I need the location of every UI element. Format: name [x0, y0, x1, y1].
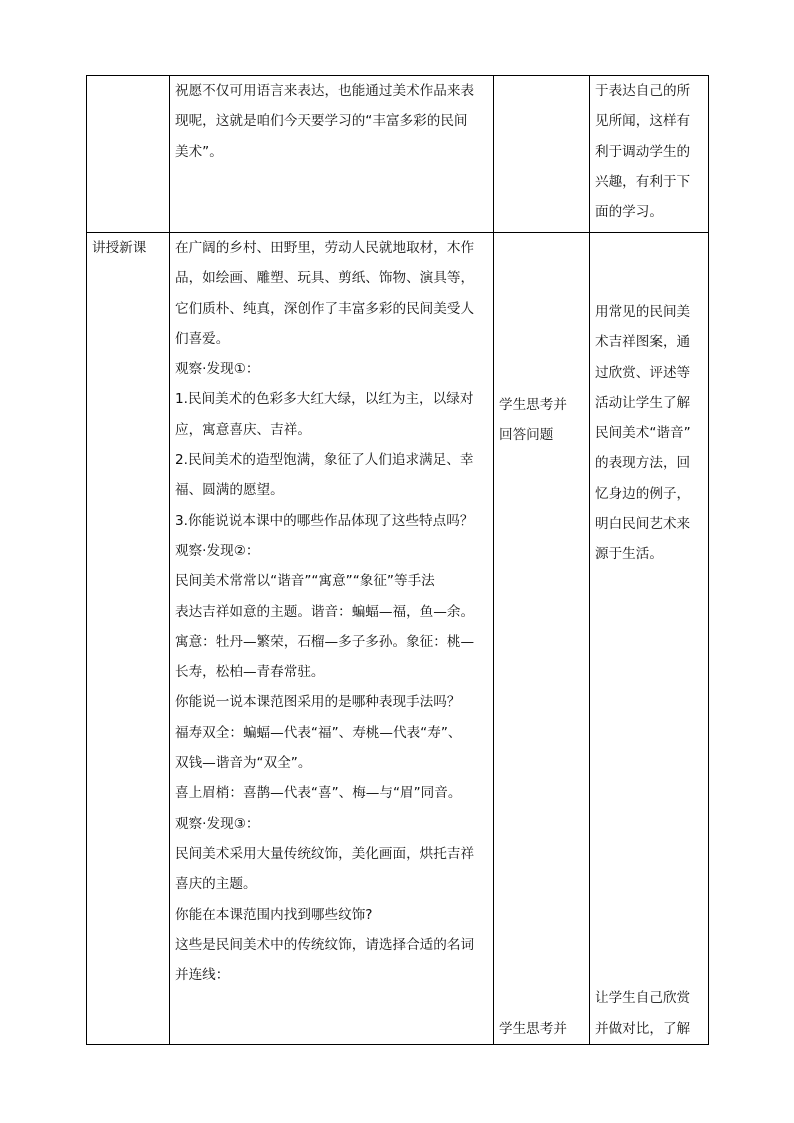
student-activity-cell — [494, 233, 590, 1045]
design-intent-bottom — [595, 983, 703, 1044]
text-line: 忆身边的例子， — [595, 485, 691, 502]
text-line: 民间美术常常以“谐音”“寓意”“象征”等手法 — [175, 573, 435, 590]
text-line: 祝愿不仅可用语言来表达，也能通过美术作品来表 — [175, 83, 475, 99]
text-line: 面的学习。 — [595, 204, 663, 221]
text-line: 3.你能说说本课中的哪些作品体现了这些特点吗？ — [175, 512, 474, 529]
text-line: 过欣赏、评述等 — [595, 364, 691, 381]
design-intent-mid — [595, 297, 703, 570]
text-line: 源于生活。 — [595, 546, 663, 563]
section-heading: 观察·发现③： — [175, 815, 260, 832]
text-line: 见所闻，这样有 — [595, 113, 691, 130]
text-line: 并连线： — [175, 967, 230, 984]
text-line: 喜上眉梢：喜鹊—代表“喜”、梅—与“眉”同音。 — [175, 785, 462, 802]
text-line: 美术”。 — [175, 143, 223, 160]
text-line: 明白民间艺术来 — [595, 516, 691, 533]
text-line: 喜庆的主题。 — [175, 876, 257, 893]
text-line: 双钱—谐音为“双全”。 — [175, 755, 312, 772]
text-line: 你能在本课范围内找到哪些纹饰? — [175, 906, 373, 923]
text-line: 让学生自己欣赏 — [595, 990, 691, 1007]
stage-label: 讲授新课 — [92, 240, 147, 256]
text-line: 术吉祥图案，通 — [595, 334, 691, 351]
text-line: 于表达自己的所 — [595, 83, 691, 99]
text-line: 活动让学生了解 — [595, 394, 691, 411]
student-activity-bottom — [499, 1014, 584, 1044]
text-line: 回答问题 — [499, 427, 554, 444]
text-line: 长寿，松柏—青春常驻。 — [175, 664, 325, 681]
text-line: 这些是民间美术中的传统纹饰，请选择合适的名词 — [175, 936, 475, 953]
text-line: 你能说一说本课范图采用的是哪种表现手法吗？ — [175, 694, 461, 711]
teacher-activity-cell — [170, 76, 494, 233]
text-line: 的表现方法，回 — [595, 455, 691, 472]
text-line: 学生思考并 — [499, 1020, 567, 1037]
student-activity-cell — [494, 76, 590, 233]
text-line: 民间美术“谐音” — [595, 425, 691, 442]
text-line: 它们质朴、纯真，深创作了丰富多彩的民间美受人 — [175, 300, 475, 317]
text-line: 表达吉祥如意的主题。谐音：蝙蝠—福，鱼—余。 — [175, 603, 475, 620]
text-line: 应，寓意喜庆、吉祥。 — [175, 421, 311, 438]
text-line: 2.民间美术的造型饱满，象征了人们追求满足、幸 — [175, 452, 474, 469]
stage-cell — [87, 233, 170, 1045]
text-line: 学生思考并 — [499, 397, 567, 413]
text-line: 们喜爱。 — [175, 330, 230, 347]
teacher-activity-cell — [170, 233, 494, 1045]
stage-cell — [87, 76, 170, 233]
text-line: 利于调动学生的 — [595, 143, 691, 160]
text-line: 福寿双全：蝙蝠—代表“福”、寿桃—代表“寿”、 — [175, 724, 462, 741]
text-line: 福、圆满的愿望。 — [175, 482, 284, 499]
text-line: 寓意：牡丹—繁荣，石榴—多子多孙。象征：桃— — [175, 633, 475, 650]
table-row — [87, 233, 709, 1045]
student-activity-mid — [499, 390, 584, 451]
text-line: 用常见的民间美 — [595, 304, 691, 320]
text-line: 并做对比，了解 — [595, 1020, 691, 1037]
text-line: 民间美术采用大量传统纹饰，美化画面，烘托吉祥 — [175, 845, 475, 862]
section-heading: 观察·发现①： — [175, 361, 260, 378]
table-row — [87, 76, 709, 233]
text-line: 品，如绘画、雕塑、玩具、剪纸、饰物、演具等， — [175, 270, 475, 287]
design-intent-cell — [590, 233, 709, 1045]
design-intent-cell — [590, 76, 709, 233]
lesson-plan-table — [86, 75, 709, 1045]
text-line: 现呢，这就是咱们今天要学习的“丰富多彩的民间 — [175, 113, 468, 130]
text-line: 1.民间美术的色彩多大红大绿，以红为主，以绿对 — [175, 391, 474, 408]
text-line: 兴趣，有利于下 — [595, 173, 691, 190]
section-heading: 观察·发现②： — [175, 542, 260, 559]
text-line: 在广阔的乡村、田野里，劳动人民就地取材，木作 — [175, 240, 475, 256]
